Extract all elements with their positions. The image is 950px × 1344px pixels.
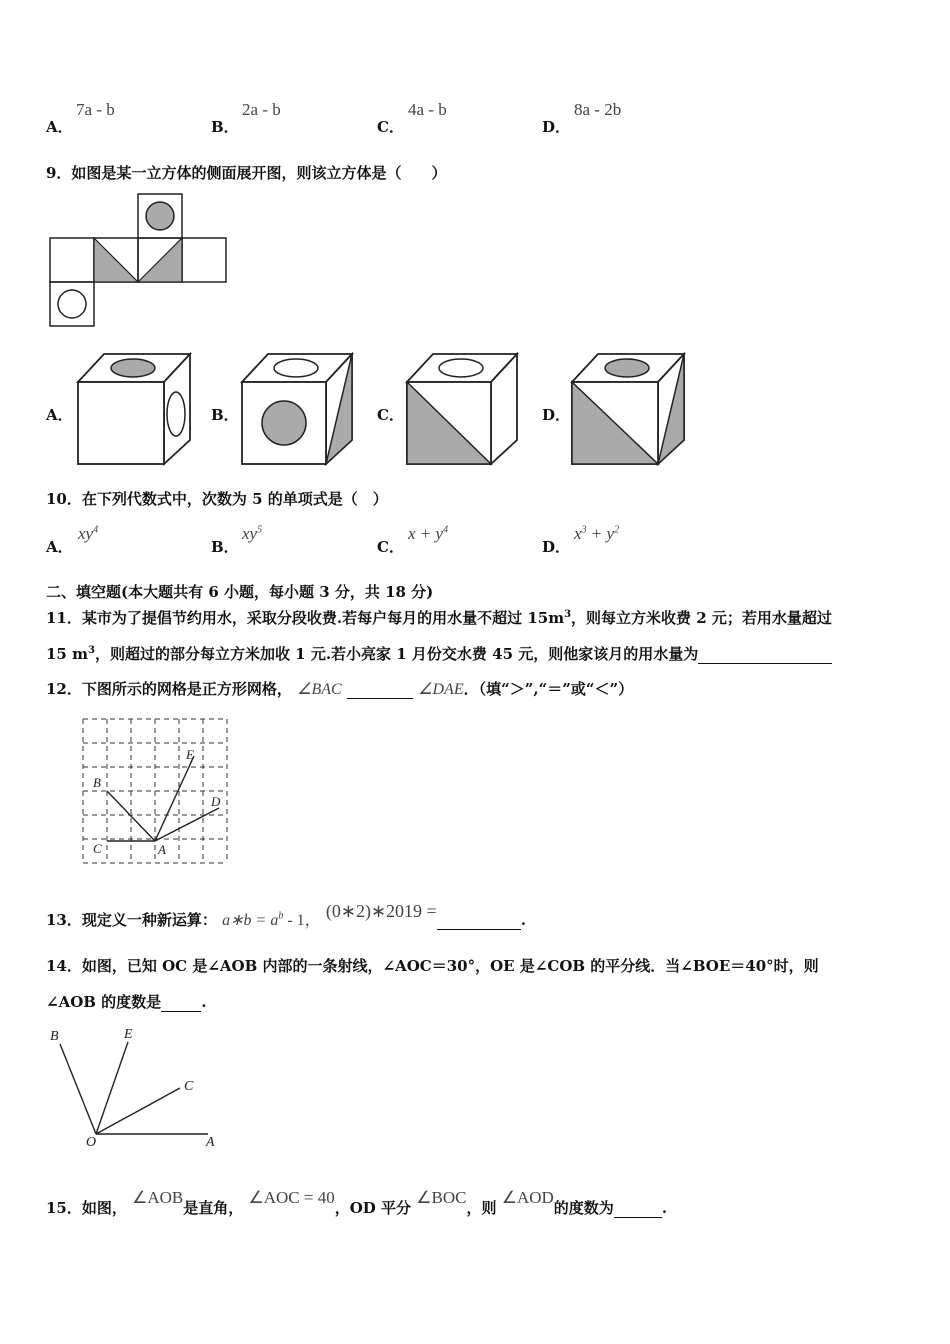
q9-option-d-label[interactable]: D． (542, 406, 571, 424)
q9-option-a-label[interactable]: A． (46, 406, 73, 424)
q9-option-b-label[interactable]: B． (211, 406, 239, 424)
shaded-triangle-left (94, 238, 138, 282)
q10-option-d-label[interactable]: D． (542, 538, 571, 556)
q10-option-a-label[interactable]: A． (46, 538, 73, 556)
q8-option-c-expr: 4a - b (408, 100, 447, 119)
q15-angle-aoc: ∠AOC = 40 (248, 1188, 335, 1207)
filled-circle-icon (146, 202, 174, 230)
net-square-bottom (50, 282, 94, 326)
q8-option-c-label[interactable]: C． (377, 118, 404, 136)
q12-angle-bac: ∠BAC (297, 681, 342, 698)
q15-line: 15．如图， ∠AOB是直角， ∠AOC = 40，OD 平分 ∠BOC，则 ∠AOD的度数为 . (46, 1188, 668, 1217)
q10-option-d-expr: $x^3 + y^2$ (574, 524, 620, 543)
q9-option-b-cube[interactable] (240, 352, 356, 468)
q10-text: 10．在下列代数式中，次数为 5 的单项式是（ ） (46, 490, 388, 508)
open-circle-icon (58, 290, 86, 318)
angle-label-a: A (206, 1135, 215, 1150)
angle-label-b: B (50, 1029, 59, 1044)
grid-label-b: B (93, 775, 101, 790)
grid-label-a: A (158, 842, 166, 857)
angle-label-e: E (124, 1027, 133, 1042)
ray-ae (155, 756, 194, 841)
q12-answer-blank[interactable] (347, 684, 413, 699)
q13-definition: a∗b = $a^b - 1$， (222, 910, 321, 929)
q9-option-c-cube[interactable] (405, 352, 521, 468)
q8-option-b-label[interactable]: B． (211, 118, 239, 136)
q15-angle-aob: ∠AOB (132, 1188, 184, 1207)
q12-line: 12．下图所示的网格是正方形网格， ∠BAC ∠DAE．（填“＞”,“＝”或“＜”） (46, 680, 634, 698)
q10-option-a-expr: $xy^4$ (78, 524, 99, 543)
q11-line2: 15 $m^3$，则超过的部分每立方米加收 1 元.若小亮家 1 月份交水费 45 元，则他家该月的用水量为 (46, 643, 832, 664)
q8-option-a-label[interactable]: A． (46, 118, 73, 136)
grid-label-d: D (211, 794, 221, 809)
q8-option-d-expr: 8a - 2b (574, 100, 622, 119)
angle-label-c: C (184, 1079, 194, 1094)
q15-answer-blank[interactable] (614, 1203, 662, 1218)
grid-label-c: C (93, 841, 102, 856)
q10-option-b-expr: $xy^5$ (242, 524, 263, 543)
q11-line1: 11．某市为了提倡节约用水，采取分段收费.若每户每月的用水量不超过 $15m^3$，则每立方米收费 2 元；若用水量超过 (46, 609, 832, 627)
net-square-1 (50, 238, 94, 282)
q13-line: 13．现定义一种新运算： a∗b = $a^b - 1$， (0∗2)∗2019 = . (46, 901, 526, 929)
cube-net-figure (46, 190, 231, 330)
q9-option-a-cube[interactable] (76, 352, 194, 468)
shaded-triangle-right (138, 238, 182, 282)
ray-oc (96, 1088, 180, 1134)
q14-answer-blank[interactable] (161, 997, 201, 1012)
q14-line2: ∠AOB 的度数是 . (46, 993, 207, 1011)
q12-grid-figure (80, 716, 230, 868)
q15-angle-boc: ∠BOC (416, 1188, 467, 1207)
q13-expression: (0∗2)∗2019 = (325, 901, 437, 921)
q8-option-b-expr: 2a - b (242, 100, 281, 119)
q11-answer-blank[interactable] (698, 649, 832, 664)
q9-option-d-cube[interactable] (570, 352, 688, 468)
q9-text: 9．如图是某一立方体的侧面展开图，则该立方体是（ ） (46, 164, 447, 182)
q8-option-a-expr: 7a - b (76, 100, 115, 119)
ray-oe (96, 1042, 128, 1134)
q10-option-c-expr: $x + y^4$ (408, 524, 449, 543)
q14-line1: 14．如图，已知 OC 是∠AOB 内部的一条射线，∠AOC＝30°，OE 是∠COB 的平分线．当∠BOE＝40°时，则 (46, 957, 819, 975)
section-2-title: 二、填空题(本大题共有 6 小题，每小题 3 分，共 18 分) (46, 583, 434, 601)
grid-label-e: E (186, 747, 194, 762)
q12-angle-dae: ∠DAE (418, 681, 464, 698)
q8-option-d-label[interactable]: D． (542, 118, 571, 136)
angle-label-o: O (86, 1135, 97, 1150)
ray-ab (107, 791, 155, 841)
ray-ob (60, 1044, 96, 1134)
q10-option-c-label[interactable]: C． (377, 538, 404, 556)
q14-angle-figure (44, 1022, 230, 1152)
q10-option-b-label[interactable]: B． (211, 538, 239, 556)
q9-option-c-label[interactable]: C． (377, 406, 404, 424)
ray-ad (155, 808, 219, 841)
q15-angle-aod: ∠AOD (501, 1188, 554, 1207)
net-square-4 (182, 238, 226, 282)
q13-answer-blank[interactable] (437, 915, 521, 930)
